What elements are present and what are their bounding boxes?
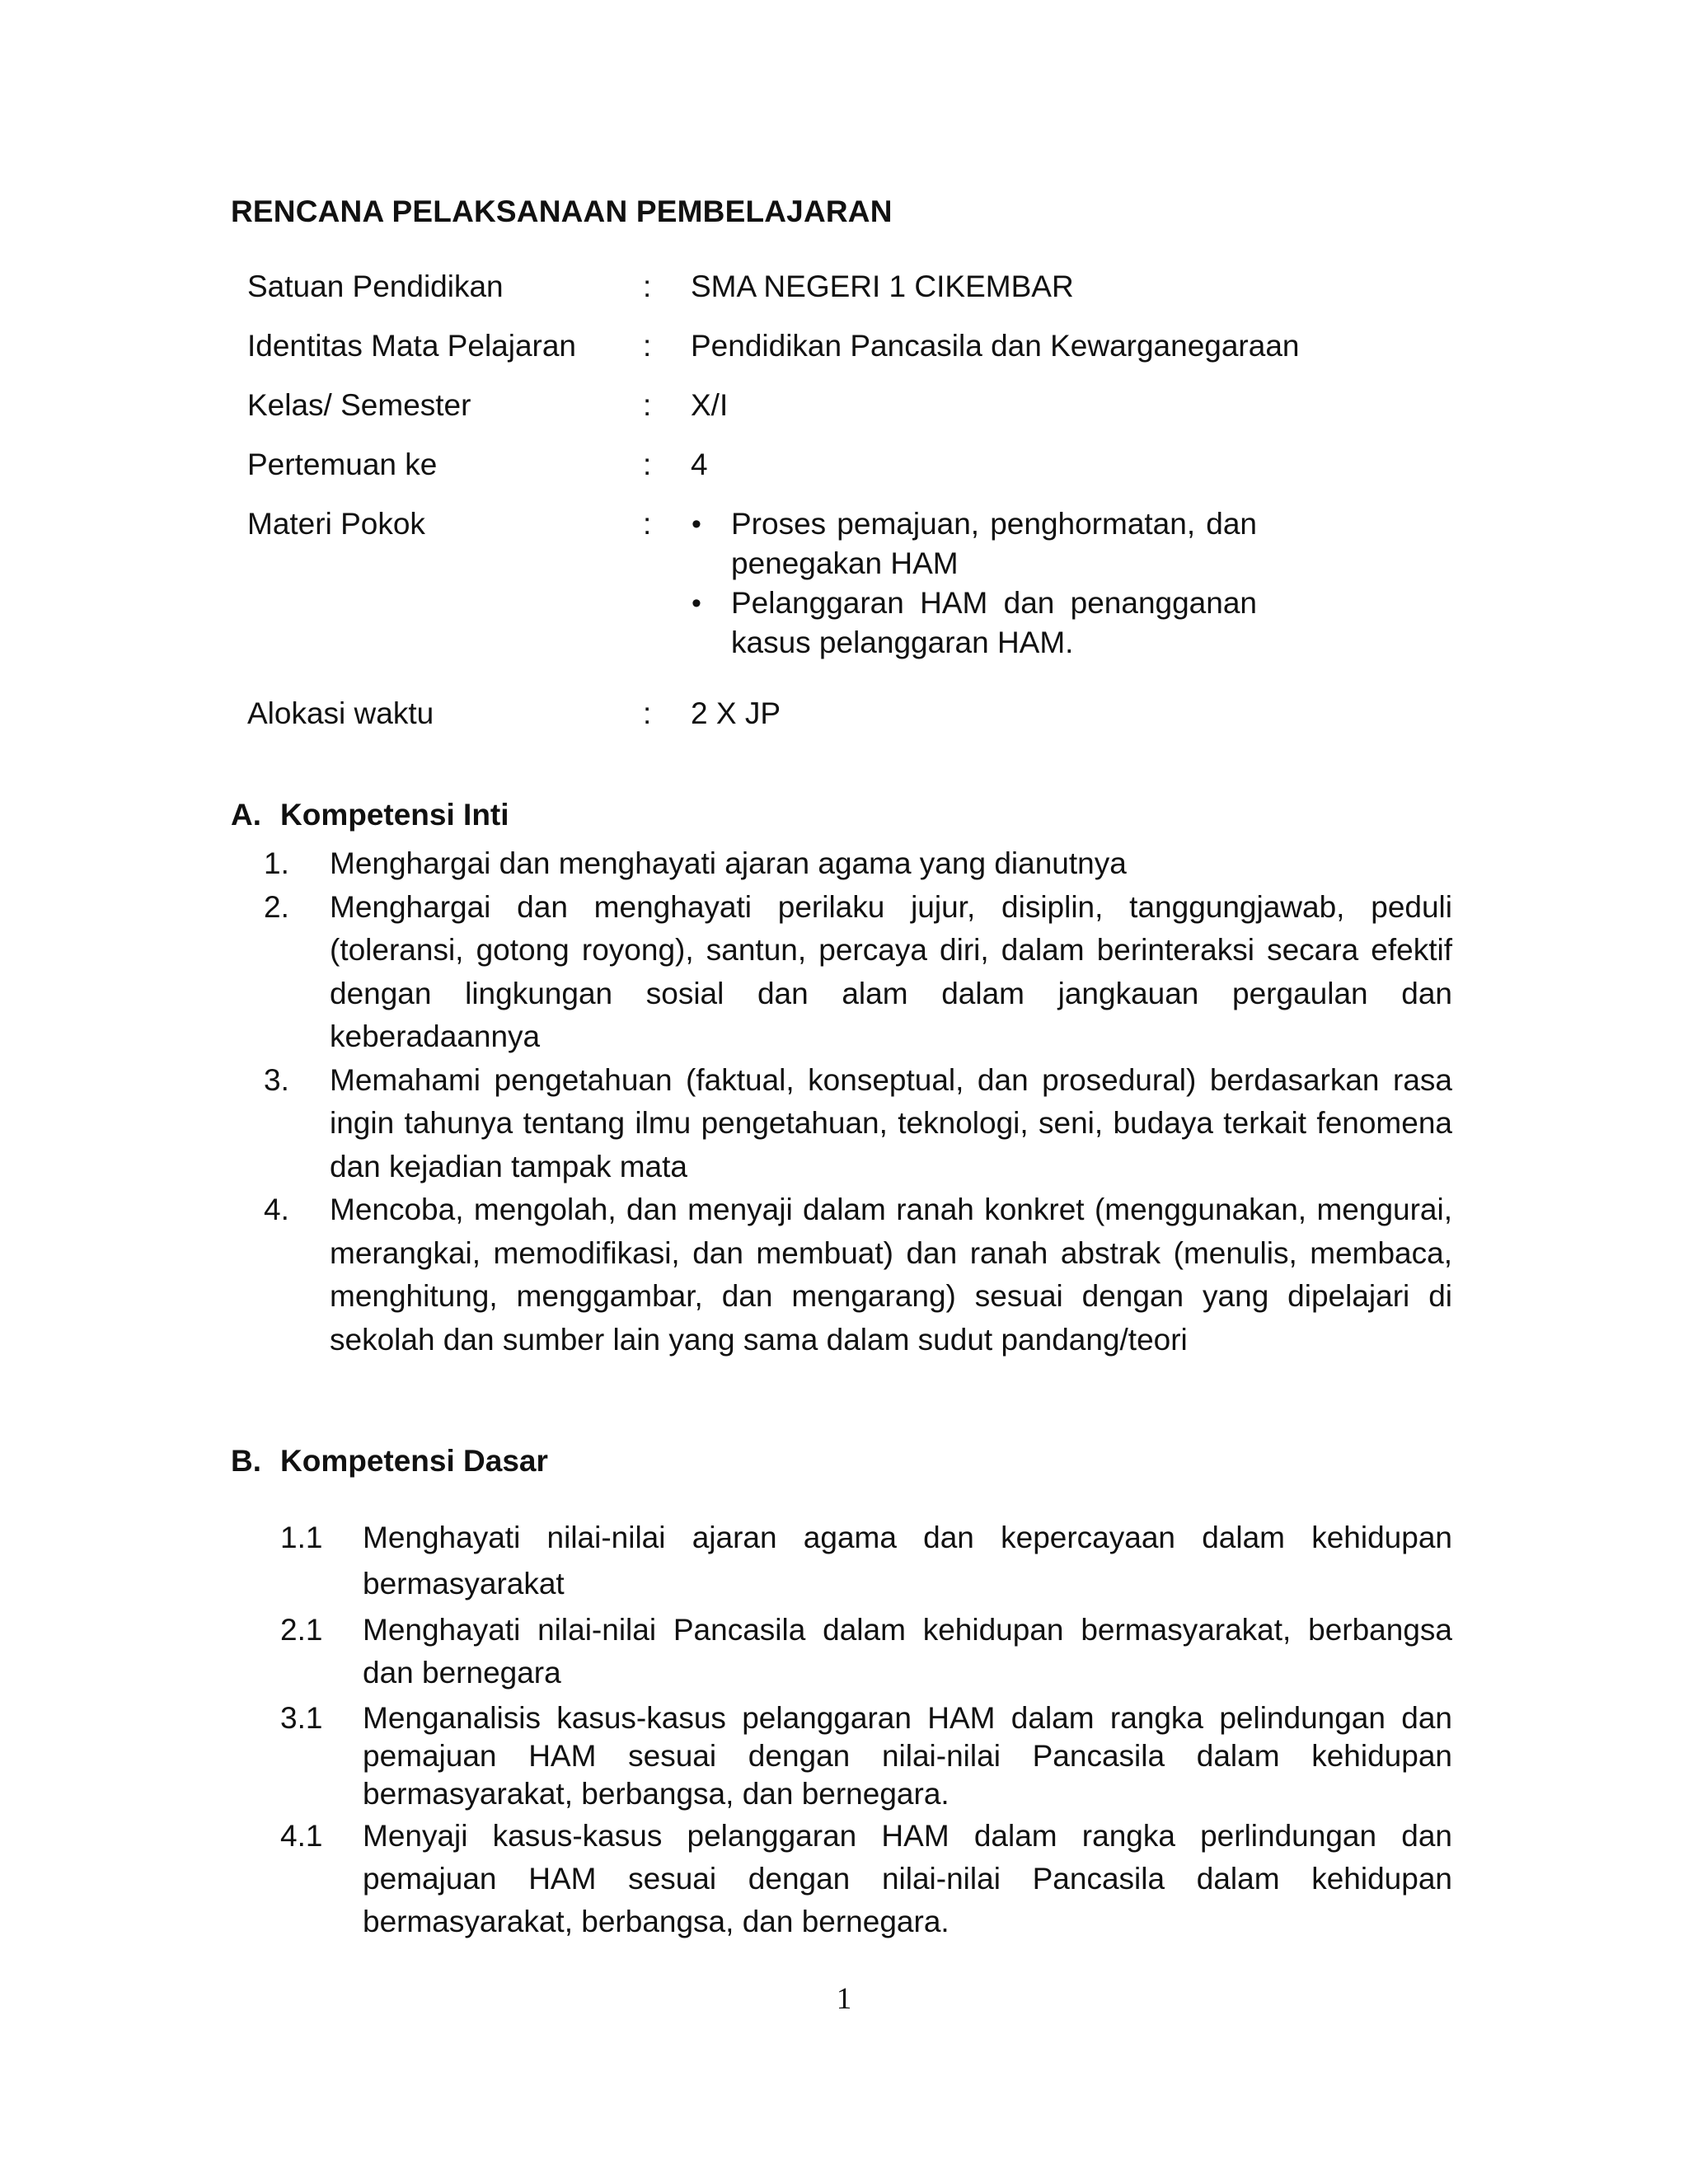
item-text: Menganalisis kasus-kasus pelanggaran HAM dalam rangka pelindungan dan pemajuan HAM sesuai dengan nilai-nilai Pancasila dalam kehidupan bermasyarakat, berbangsa, dan bernegara.: [363, 1701, 1452, 1811]
identity-value: 2 X JP: [691, 696, 781, 730]
section-heading-kompetensi-dasar: [231, 1444, 548, 1479]
kompetensi-inti-item: [264, 1188, 1452, 1361]
item-number: 2.: [264, 889, 289, 924]
section-letter: A.: [231, 798, 261, 832]
identity-colon: :: [643, 696, 652, 730]
kompetensi-dasar-item: [280, 1609, 1452, 1694]
item-text: Menghayati nilai-nilai Pancasila dalam kehidupan bermasyarakat, berbangsa dan bernegara: [363, 1613, 1452, 1690]
identity-colon: :: [643, 388, 652, 422]
kompetensi-dasar-item: [280, 1815, 1452, 1943]
page-number: 1: [836, 1982, 852, 2016]
kompetensi-inti-item: [264, 886, 1452, 1059]
identity-value: X/I: [691, 388, 729, 422]
kompetensi-inti-item: [264, 842, 1452, 886]
section-title: Kompetensi Dasar: [280, 1444, 548, 1478]
item-text: Menghargai dan menghayati perilaku jujur, disiplin, tanggungjawab, peduli (toleransi, gotong royong), santun, percaya diri, dalam berinteraksi secara efektif dengan lingkungan sosial dan alam dalam jangkauan pergaulan dan keberadaannya: [330, 889, 1452, 1053]
identity-label: Alokasi waktu: [247, 696, 434, 730]
section-heading-kompetensi-inti: [231, 798, 509, 832]
item-text: Menyaji kasus-kasus pelanggaran HAM dalam rangka perlindungan dan pemajuan HAM sesuai dengan nilai-nilai Pancasila dalam kehidupan bermasyarakat, berbangsa, dan bernegara.: [363, 1819, 1452, 1938]
section-letter: B.: [231, 1444, 261, 1478]
identity-value: Pendidikan Pancasila dan Kewarganegaraan: [691, 329, 1300, 363]
identity-colon: :: [643, 507, 652, 541]
identity-label: Materi Pokok: [247, 507, 425, 541]
item-text: Memahami pengetahuan (faktual, konseptual, dan prosedural) berdasarkan rasa ingin tahunya tentang ilmu pengetahuan, teknologi, seni, budaya terkait fenomena dan kejadian tampak mata: [330, 1062, 1452, 1183]
item-number: 1.: [264, 846, 289, 880]
item-text: Menghayati nilai-nilai ajaran agama dan kepercayaan dalam kehidupan bermasyarakat: [363, 1521, 1452, 1601]
materi-pokok-list: [688, 504, 1257, 663]
item-number: 3.: [264, 1062, 289, 1097]
item-number: 4.1: [280, 1819, 323, 1853]
materi-pokok-item: • Pelanggaran HAM dan penangganan kasus pelanggaran HAM.: [688, 583, 1257, 663]
kompetensi-dasar-list: [280, 1515, 1452, 1943]
identity-label: Pertemuan ke: [247, 448, 438, 481]
item-number: 1.1: [280, 1521, 323, 1554]
identity-row-materi-pokok: [247, 504, 1434, 669]
identity-colon: :: [643, 329, 652, 363]
materi-pokok-item: • Proses pemajuan, penghormatan, dan penegakan HAM: [688, 504, 1257, 583]
item-number: 3.1: [280, 1701, 323, 1735]
item-text: Menghargai dan menghayati ajaran agama yang dianutnya: [330, 846, 1127, 880]
kompetensi-dasar-item: [280, 1515, 1452, 1607]
item-number: 2.1: [280, 1613, 323, 1647]
kompetensi-inti-item: [264, 1059, 1452, 1189]
identity-label: Satuan Pendidikan: [247, 269, 504, 303]
identity-label: Identitas Mata Pelajaran: [247, 329, 577, 363]
item-number: 4.: [264, 1193, 289, 1226]
identity-colon: :: [643, 269, 652, 303]
section-title: Kompetensi Inti: [280, 798, 509, 832]
identity-value: SMA NEGERI 1 CIKEMBAR: [691, 269, 1074, 303]
kompetensi-dasar-item: [280, 1699, 1452, 1813]
document-title: RENCANA PELAKSANAAN PEMBELAJARAN: [231, 194, 893, 228]
identity-value: 4: [691, 448, 708, 481]
identity-label: Kelas/ Semester: [247, 388, 471, 422]
item-text: Mencoba, mengolah, dan menyaji dalam ranah konkret (menggunakan, mengurai, merangkai, memodifikasi, dan membuat) dan ranah abstrak (menulis, membaca, menghitung, menggambar, dan mengarang) sesuai dengan yang dipelajari di sekolah dan sumber lain yang sama dalam sudut pandang/teori: [330, 1193, 1452, 1357]
kompetensi-inti-list: [264, 842, 1452, 1361]
identity-colon: :: [643, 448, 652, 481]
